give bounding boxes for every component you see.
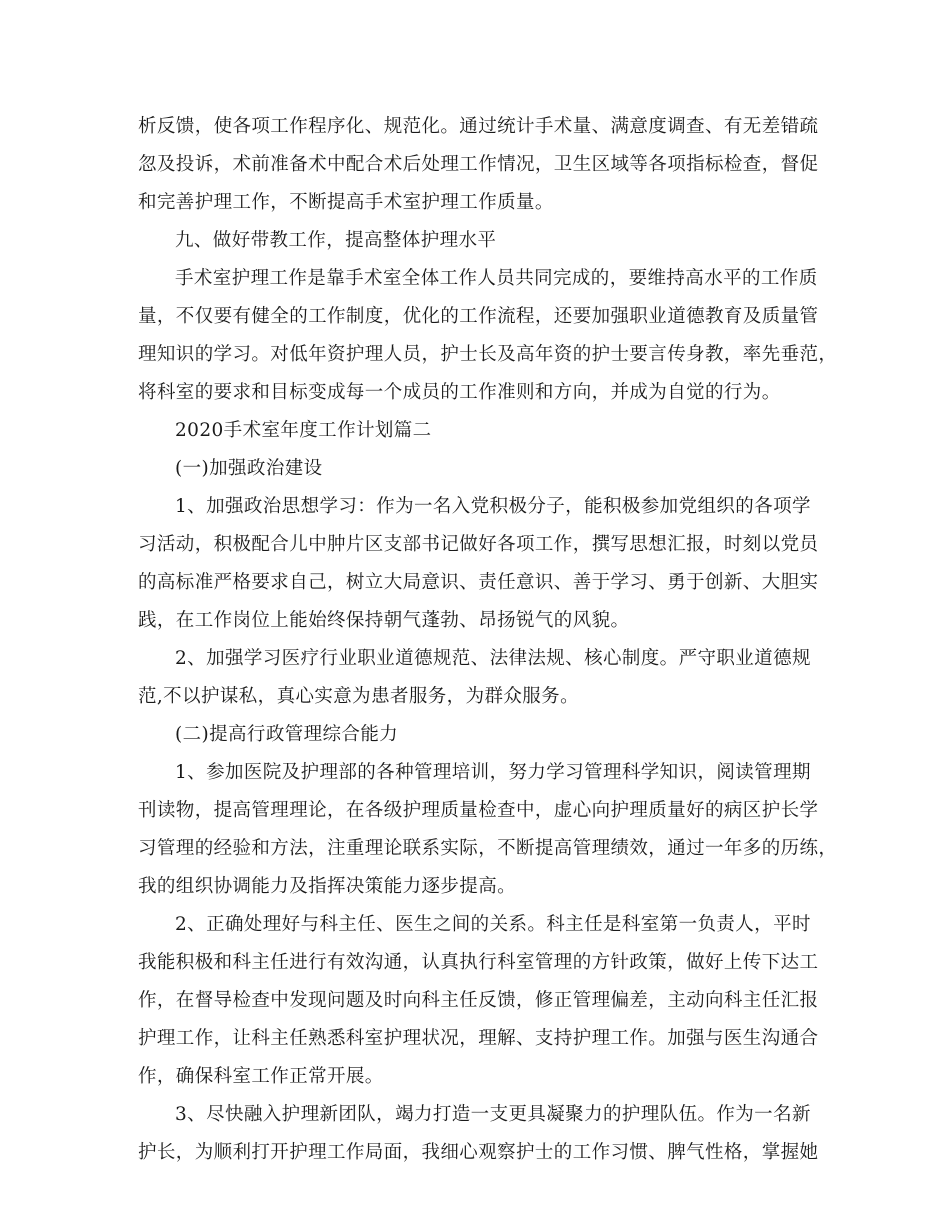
body-line: 作，在督导检查中发现问题及时向科主任反馈，修正管理偏差，主动向科主任汇报 <box>138 990 819 1011</box>
body-line: 将科室的要求和目标变成每一个成员的工作准则和方向，并成为自觉的行为。 <box>138 382 781 403</box>
body-line: 我能积极和科主任进行有效沟通，认真执行科室管理的方针政策，做好上传下达工 <box>138 952 819 973</box>
document-subtitle: 2020手术室年度工作计划篇二 <box>175 420 432 441</box>
body-line: 我的组织协调能力及指挥决策能力逐步提高。 <box>138 876 517 897</box>
body-line: 的高标准严格要求自己，树立大局意识、责任意识、善于学习、勇于创新、大胆实 <box>138 572 819 593</box>
body-line: 和完善护理工作，不断提高手术室护理工作质量。 <box>138 192 554 213</box>
section-heading: (一)加强政治建设 <box>175 458 323 479</box>
body-line: 析反馈，使各项工作程序化、规范化。通过统计手术量、满意度调查、有无差错疏 <box>138 116 819 137</box>
body-line: 习管理的经验和方法，注重理论联系实际，不断提高管理绩效，通过一年多的历练， <box>138 838 838 859</box>
body-line: 作，确保科室工作正常开展。 <box>138 1066 384 1087</box>
body-line: 3、尽快融入护理新团队，竭力打造一支更具凝聚力的护理队伍。作为一名新 <box>175 1104 811 1125</box>
body-line: 范,不以护谋私，真心实意为患者服务，为群众服务。 <box>138 686 579 707</box>
body-line: 习活动，积极配合儿中肿片区支部书记做好各项工作，撰写思想汇报，时刻以党员 <box>138 534 819 555</box>
body-line: 护理工作，让科主任熟悉科室护理状况，理解、支持护理工作。加强与医生沟通合 <box>138 1028 819 1049</box>
body-line: 手术室护理工作是靠手术室全体工作人员共同完成的，要维持高水平的工作质 <box>175 268 818 289</box>
body-line: 忽及投诉，术前准备术中配合术后处理工作情况，卫生区域等各项指标检查，督促 <box>138 154 819 175</box>
body-line: 2、正确处理好与科主任、医生之间的关系。科主任是科室第一负责人，平时 <box>175 914 811 935</box>
section-heading: (二)提高行政管理综合能力 <box>175 724 399 745</box>
section-heading: 九、做好带教工作，提高整体护理水平 <box>175 230 497 251</box>
body-line: 护长，为顺利打开护理工作局面，我细心观察护士的工作习惯、脾气性格，掌握她 <box>138 1142 819 1163</box>
body-line: 1、参加医院及护理部的各种管理培训，努力学习管理科学知识，阅读管理期 <box>175 762 811 783</box>
body-line: 量，不仅要有健全的工作制度，优化的工作流程，还要加强职业道德教育及质量管 <box>138 306 819 327</box>
body-line: 理知识的学习。对低年资护理人员，护士长及高年资的护士要言传身教，率先垂范， <box>138 344 838 365</box>
body-line: 1、加强政治思想学习：作为一名入党积极分子，能积极参加党组织的各项学 <box>175 496 811 517</box>
body-line: 刊读物，提高管理理论，在各级护理质量检查中，虚心向护理质量好的病区护长学 <box>138 800 819 821</box>
body-line: 践，在工作岗位上能始终保持朝气蓬勃、昂扬锐气的风貌。 <box>138 610 630 631</box>
body-line: 2、加强学习医疗行业职业道德规范、法律法规、核心制度。严守职业道德规 <box>175 648 811 669</box>
